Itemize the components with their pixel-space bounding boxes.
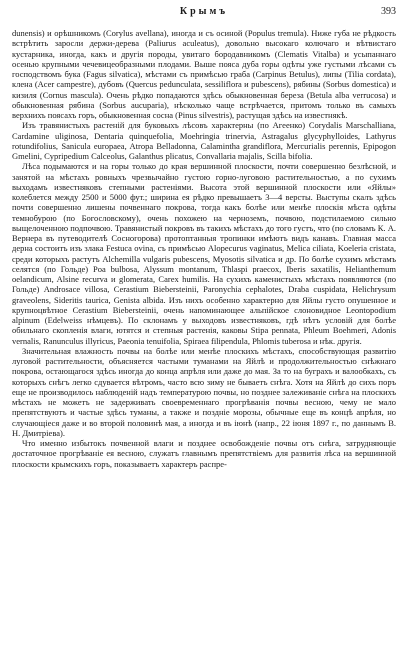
paragraph-beech-forest-herbs: Изъ травянистыхъ растеній для буковыхъ лѣсовъ характерны (по Агеенко) Corydalis Marschalliana, Cardamine uliginosa, Dentaria quinquefolia, Moehringia trinervia, Astragalus glycyphylloides, Lathyrus rotundifolius, Sanicula europaea, Atropa Belladonna, Calamintha grandiflora, Mercurialis perennis, Epipogon Gmelini, Cypripedium Calceolus, Galanthus plicatus, Convallaria majalis, Scilla bifolia. [12,120,396,161]
page [12,6,396,469]
paragraph-yaila-plateau: Лѣса подымаются и на горы только до края вершинной плоскости, почти совершенно безлѣсной, и занятой на мѣстахъ ровныхъ чрезвычайно густою горно-луговою растительностью, а по сухимъ выходамъ известняковъ степными растеніями. Высота этой вершинной плоскости или «Яйлы» колеблется между 2500 и 5000 фут.; ширина ея рѣдко превышаетъ 3—4 версты. Выступы скалъ здѣсь почти совершенно лишены почвеннаго покрова, тогда какъ болѣе или менѣе плоскія мѣста одѣты темнобурою (по Богословскому), очень похожею на черноземъ, почвою, подстилаемою сильно выщелоченною подпочвою. Травянистый покровъ въ такихъ мѣстахъ до того густъ, что (по словамъ К. А. Вернера въ путеводителѣ Сосногорова) протоптанныя тропинки имѣютъ видъ канавъ. Главная масса дерна состоитъ изъ злака Festuca ovina, съ примѣсью Alopecurus vaginatus, Melica ciliata, Koeleria cristata, среди которыхъ растутъ Alchemilla vulgaris pubescens, Myosotis silvatica и др. По болѣе сухимъ мѣстамъ селятся (по Гольде) Poa bulbosa, Alyssum montanum, Thlaspi praecox, Iberis saxatilis, Helianthemum oelandicum, Alsine recurva и glomerata, Carex humilis. На сухихъ каменистыхъ мѣстахъ появляются (по Гольде) Androsace villosa, Cerastium Biebersteinii, Paronychia cephalotes, Draba cuspidata, Helichrysum graveolens, Sideritis taurica, Genista albida. Изъ нихъ особенно характерно для Яйлы густо опушенное и крупноцвѣтное Cerastium Biebersteinii, очень напоминающее альпійское слоновидное Leontopodium alpinum (Edelweiss нѣмцевъ). По склонамъ у выходовъ известняковъ, гдѣ нѣтъ условій для болѣе обильнаго скопленія влаги, ютятся и степныя растенія, каковы Stipa pennata, Phleum Boehmeri, Adonis vernalis, Ranunculus illyricus, Paeonia tenuifolia, Spiraea filipendula, Phlomis tuberosa и нѣк. другія. [12,161,396,346]
paragraph-forest-belts: dunensis) и орѣшникомъ (Corylus avellana), иногда и съ осиной (Populus tremula). Ниже губа не рѣдкость встрѣтить заросли держи-дерева (Paliurus aculeatus), довольно высокаго колючаго и вѣтвистаго кустарника, иногда, какъ и другія породы, увитаго бородавникомъ (Clematis Vitalba) и усыпаннаго осенью крупными чечевицеобразными плодами. Выше пояса дуба горы одѣты уже густыми лѣсами съ господствомъ бука (Fagus silvatica), мѣстами съ примѣсью граба (Carpinus Betulus), липы (Tilia cordata), клена (Acer campestre), дубовъ (Quercus pedunculata, sessiliflora и pubescens), рябины (Sorbus domestica) и кизиля (Cornus mascula). Очень рѣдко попадаются здѣсь обыкновенная береза (Betula alba verrucosa) и обыкновенная рябина (Sorbus aucuparia), нѣсколько чаще встрѣчается, притомъ только въ самыхъ верхнихъ поясахъ горъ, обыкновенная сосна (Pinus silvestris), растущая здѣсь на известнякѣ. [12,28,396,120]
paragraph-forest-limit: Что именно избытокъ почвенной влаги и позднее освобожденіе почвы отъ снѣга, затрудняющіе достаточное прогрѣваніе ея весною, служатъ главнымъ препятствіемъ для развитія лѣса на вершинной плоскости крымскихъ горъ, показываетъ характеръ распре- [12,438,396,469]
running-head: Крымъ [179,6,229,17]
page-number: 393 [380,6,396,17]
body-text [12,28,396,469]
paragraph-soil-moisture: Значительная влажность почвы на болѣе или менѣе плоскихъ мѣстахъ, способствующая развитію луговой растительности, объясняется частыми туманами на Яйлѣ и продолжительностью снѣжнаго покрова, остающагося здѣсь иногда до конца апрѣля или даже до мая. За то на буграхъ и валообкахъ, съ которыхъ снѣгъ легко сдувается вѣтромъ, часто всю зиму не бываетъ снѣга. Хотя на Яйлѣ до сихъ поръ еще не производилось наблюденій надъ температурою почвы, но позднее залеживаніе снѣга на плоскихъ мѣстахъ не можетъ не задерживать своевременнаго прогрѣванія почвы весною, чему не мало препятствуютъ и частые здѣсь туманы, а также и поздніе морозы, обычные еще въ концѣ апрѣля, но случающіеся даже и во второй половинѣ мая, а иногда и въ іюнѣ (напр., 22 іюня 1897 г., по даннымъ В. Н. Дмитріева). [12,345,396,438]
page-header [12,6,396,22]
